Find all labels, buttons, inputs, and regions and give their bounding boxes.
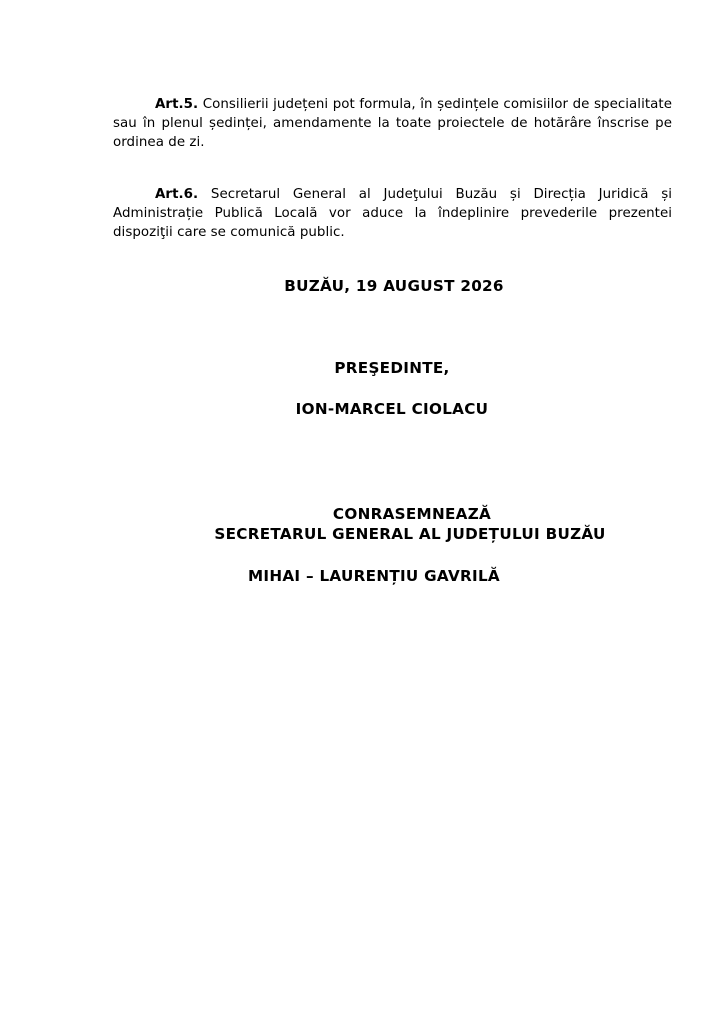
secretary-general-name: MIHAI – LAURENȚIU GAVRILĂ	[248, 567, 500, 585]
president-name: ION-MARCEL CIOLACU	[295, 400, 489, 418]
article-5-paragraph	[113, 95, 672, 152]
article-5-text: Consilierii județeni pot formula, în ședințele comisiilor de specialitate sau în plenul ședinței, amendamente la toate proiectele de hotărâre înscrise pe ordinea de zi.	[113, 97, 672, 150]
president-title: PREŞEDINTE,	[334, 359, 450, 377]
countersign-title: CONRASEMNEAZĂ	[332, 505, 492, 523]
article-5-label: Art.5.	[155, 97, 199, 112]
place-and-date: BUZĂU, 19 AUGUST 2026	[284, 277, 504, 295]
secretary-general-title: SECRETARUL GENERAL AL JUDEȚULUI BUZĂU	[214, 525, 606, 543]
article-6-paragraph	[113, 185, 672, 242]
article-6-label: Art.6.	[155, 187, 199, 202]
article-6-text: Secretarul General al Judeţului Buzău și Direcția Juridică și Administrație Publică Locală vor aduce la îndeplinire prevederile prezentei dispoziţii care se comunică public.	[113, 187, 672, 240]
